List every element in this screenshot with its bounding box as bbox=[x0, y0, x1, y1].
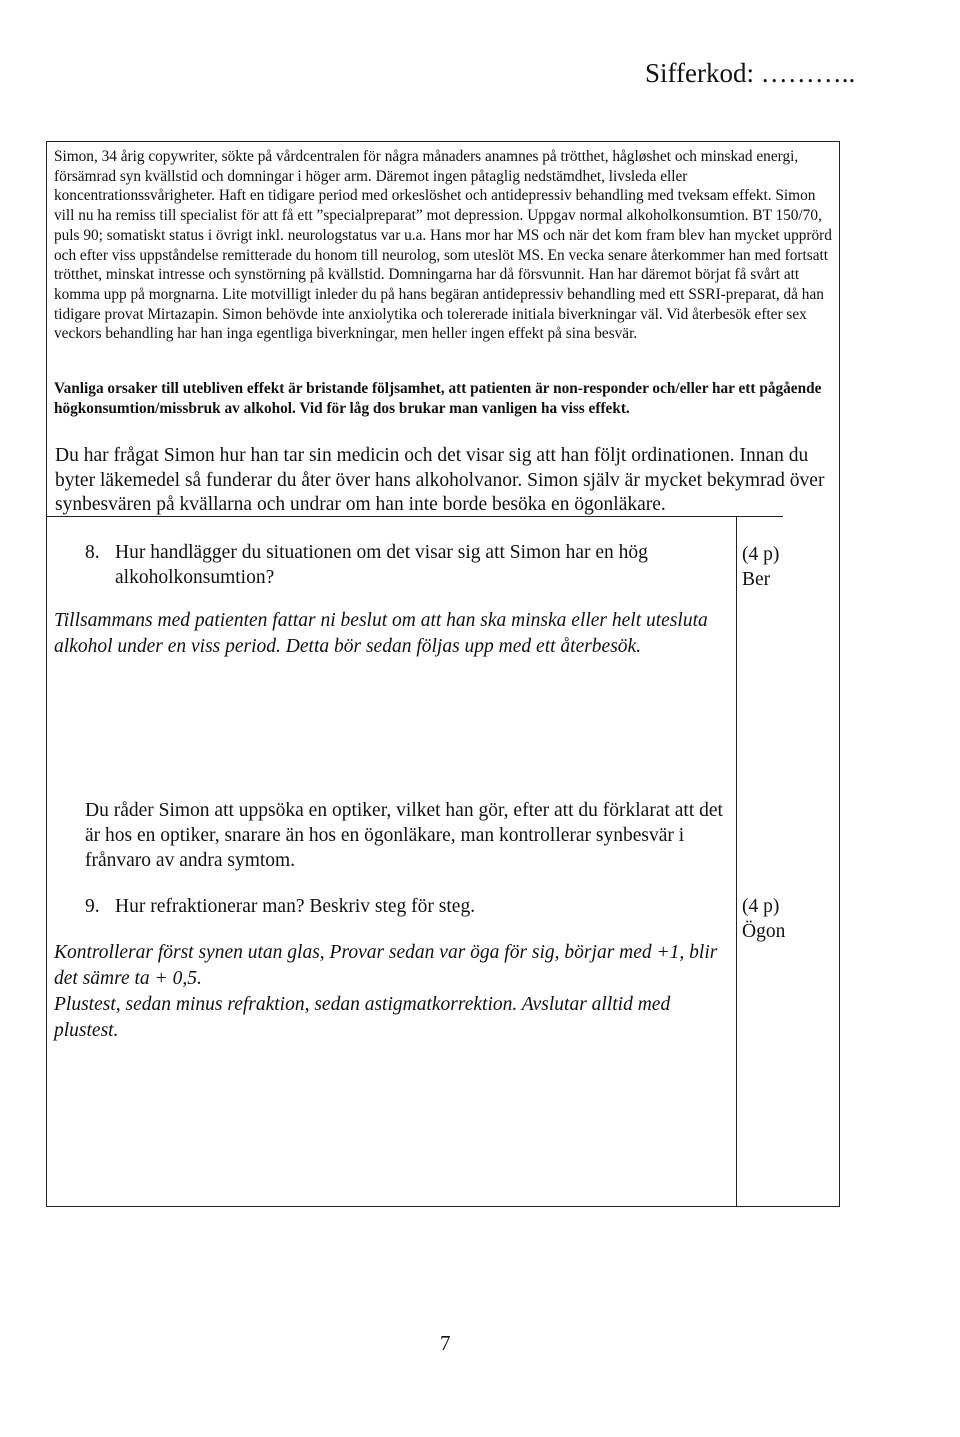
case-description: Simon, 34 årig copywriter, sökte på vårdcentralen för några månaders anamnes på trötthet, hågløshet och minskad energi, försämrad syn kvällstid och domningar i höger arm. Däremot ingen påtaglig nedstämdhet, livsleda eller koncentrationssvårigheter. Haft en tidigare period med orkeslöshet och antidepressiv behandling med tveksam effekt. Simon vill nu ha remiss till specialist för att få ett ”specialpreparat” mot depression. Uppgav normal alkoholkonsumtion. BT 150/70, puls 90; somatiskt status i övrigt inkl. neurologstatus var u.a. Hans mor har MS och när det kom fram blev han mycket upprörd och efter viss uppståndelse remitterade du honom till neurolog, som uteslöt MS. En vecka senare återkommer han med fortsatt trötthet, minskat intresse och synstörning på kvällstid. Domningarna har då försvunnit. Han har däremot börjat få svårt att komma upp på morgnarna. Lite motvilligt inleder du på hans begäran antidepressiv behandling med ett SSRI-preparat, då han tidigare provat Mirtazapin. Simon behövde inte anxiolytika och tolererade initiala biverkningar väl. Vid återbesök efter sex veckors behandling har han inga egentliga biverkningar, men heller ingen effekt på sina besvär. bbox=[54, 148, 832, 343]
question-8 bbox=[85, 540, 705, 590]
question-9-answer bbox=[54, 940, 724, 1044]
points-label: (4 p) bbox=[742, 896, 780, 917]
answer-line: Plustest, sedan minus refraktion, sedan astigmatkorrektion. Avslutar alltid med plustest. bbox=[54, 994, 671, 1041]
question-number: 9. bbox=[85, 896, 100, 917]
case-note: Vanliga orsaker till utebliven effekt är bristande följsamhet, att patienten är non-responder och/eller har ett pågående högkonsumtion/missbruk av alkohol. Vid för låg dos brukar man vanligen ha viss effekt. bbox=[54, 380, 822, 417]
answer-line: Kontrollerar först synen utan glas, Provar sedan var öga för sig, börjar med +1, blir det sämre ta + 0,5. bbox=[54, 942, 718, 989]
points-label: (4 p) bbox=[742, 544, 780, 565]
question-9-points bbox=[742, 894, 785, 944]
question-text: Hur handlägger du situationen om det visar sig att Simon har en hög alkoholkonsumtion? bbox=[115, 542, 648, 588]
question-8-points bbox=[742, 542, 779, 592]
page-number: 7 bbox=[440, 1331, 451, 1355]
question-9 bbox=[85, 894, 705, 919]
code-label: Sifferkod: ……….. bbox=[645, 58, 856, 88]
question-text: Hur refraktionerar man? Beskriv steg för steg. bbox=[115, 896, 476, 917]
optiker-paragraph: Du råder Simon att uppsöka en optiker, vilket han gör, efter att du förklarat att det är hos en optiker, snarare än hos en ögonläkare, man kontrollerar synbesvär i frånvaro av andra symtom. bbox=[85, 800, 723, 871]
examiner-label: Ber bbox=[742, 569, 771, 590]
points-column-divider bbox=[736, 516, 737, 1206]
question-8-answer: Tillsammans med patienten fattar ni beslut om att han ska minska eller helt utesluta alkohol under en viss period. Detta bör sedan följas upp med ett återbesök. bbox=[54, 610, 708, 657]
divider bbox=[47, 516, 783, 517]
intro-paragraph: Du har frågat Simon hur han tar sin medicin och det visar sig att han följt ordinationen. Innan du byter läkemedel så funderar du åter över hans alkoholvanor. Simon själv är mycket bekymrad över synbesvären på kvällarna och undrar om han inte borde besöka en ögonläkare. bbox=[55, 445, 825, 515]
examiner-label: Ögon bbox=[742, 921, 786, 942]
question-number: 8. bbox=[85, 542, 100, 563]
